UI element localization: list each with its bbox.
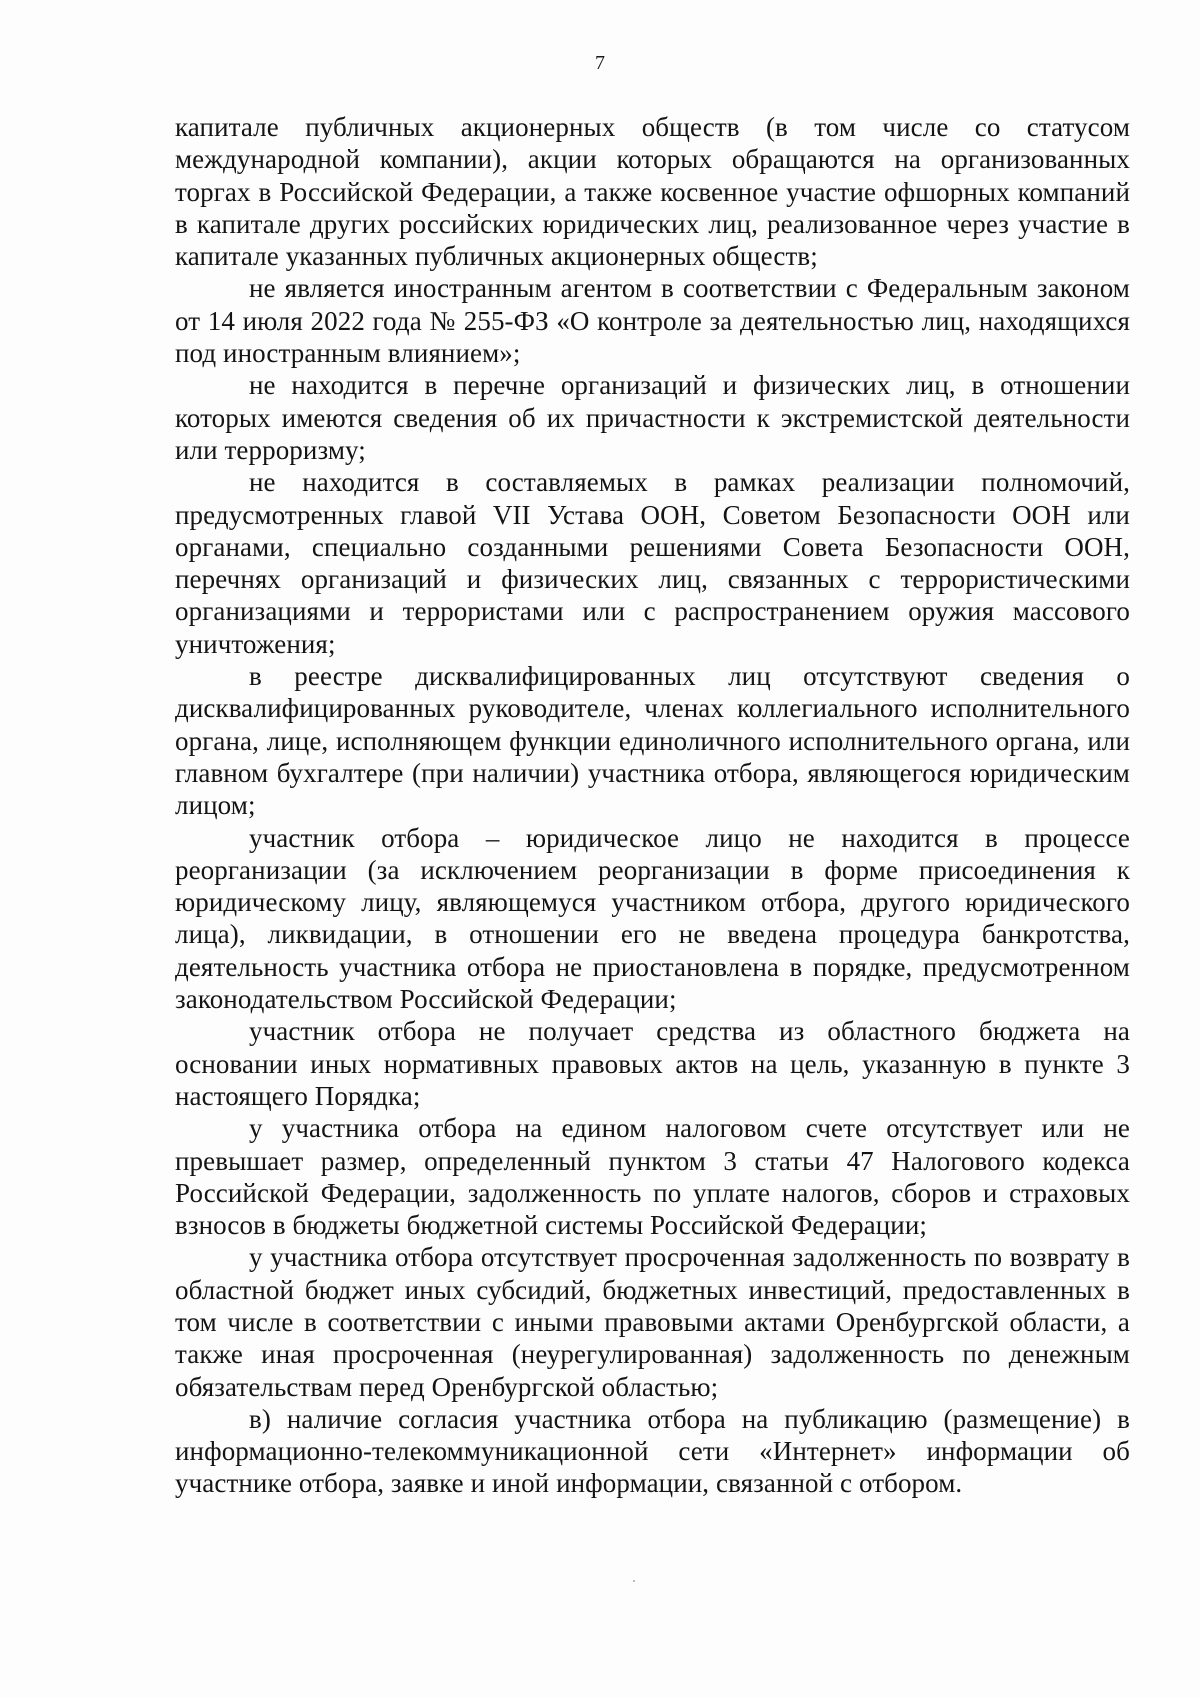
paragraph-un-lists: не находится в составляемых в рамках реализации полномочий, предусмотренных главой VII Устава ООН, Советом Безопасности ООН или органами, специально созданными решениями Совета Безопасности ООН, перечнях организаций и физических лиц, связанных с террористическими организациями и террористами или с распространением оружия массового уничтожения; [175,467,1130,659]
paragraph-overdue-debt: у участника отбора отсутствует просроченная задолженность по возврату в областной бюджет иных субсидий, бюджетных инвестиций, предоставленных в том числе в соответствии с иными правовыми актами Оренбургской области, а также иная просроченная (неурегулированная) задолженность по денежным обязательствам перед Оренбургской областью; [175,1242,1130,1402]
page-number: 7 [595,52,605,74]
paragraph-regional-budget: участник отбора не получает средства из областного бюджета на основании иных нормативных правовых актов на цель, указанную в пункте 3 настоящего Порядка; [175,1016,1130,1111]
paragraph-tax-account: у участника отбора на едином налоговом счете отсутствует или не превышает размер, определенный пунктом 3 статьи 47 Налогового кодекса Российской Федерации, задолженность по уплате налогов, сборов и страховых взносов в бюджеты бюджетной системы Российской Федерации; [175,1113,1130,1241]
paragraph-continuation: капитале публичных акционерных обществ (в том числе со статусом международной компании), акции которых обращаются на организованных торгах в Российской Федерации, а также косвенное участие офшорных компаний в капитале других российских юридических лиц, реализованное через участие в капитале указанных публичных акционерных обществ; [175,112,1130,272]
document-body [175,111,1130,1500]
scan-speck [633,1580,635,1582]
paragraph-reorganization: участник отбора – юридическое лицо не находится в процессе реорганизации (за исключением реорганизации в форме присоединения к юридическому лицу, являющемуся участником отбора, другого юридического лица), ликвидации, в отношении его не введена процедура банкротства, деятельность участника отбора не приостановлена в порядке, предусмотренном законодательством Российской Федерации; [175,822,1130,1015]
paragraph-extremism-list: не находится в перечне организаций и физических лиц, в отношении которых имеются сведения об их причастности к экстремистской деятельности или терроризму; [175,370,1130,465]
paragraph-consent-publication: в) наличие согласия участника отбора на публикацию (размещение) в информационно-телекоммуникационной сети «Интернет» информации об участнике отбора, заявке и иной информации, связанной с отбором. [175,1403,1130,1499]
paragraph-foreign-agent: не является иностранным агентом в соответствии с Федеральным законом от 14 июля 2022 года № 255-ФЗ «О контроле за деятельностью лиц, находящихся под иностранным влиянием»; [175,273,1130,369]
paragraph-disqualified-registry: в реестре дисквалифицированных лиц отсутствуют сведения о дисквалифицированных руководителе, членах коллегиального исполнительного органа, лице, исполняющем функции единоличного исполнительного органа, или главном бухгалтере (при наличии) участника отбора, являющегося юридическим лицом; [175,661,1130,821]
